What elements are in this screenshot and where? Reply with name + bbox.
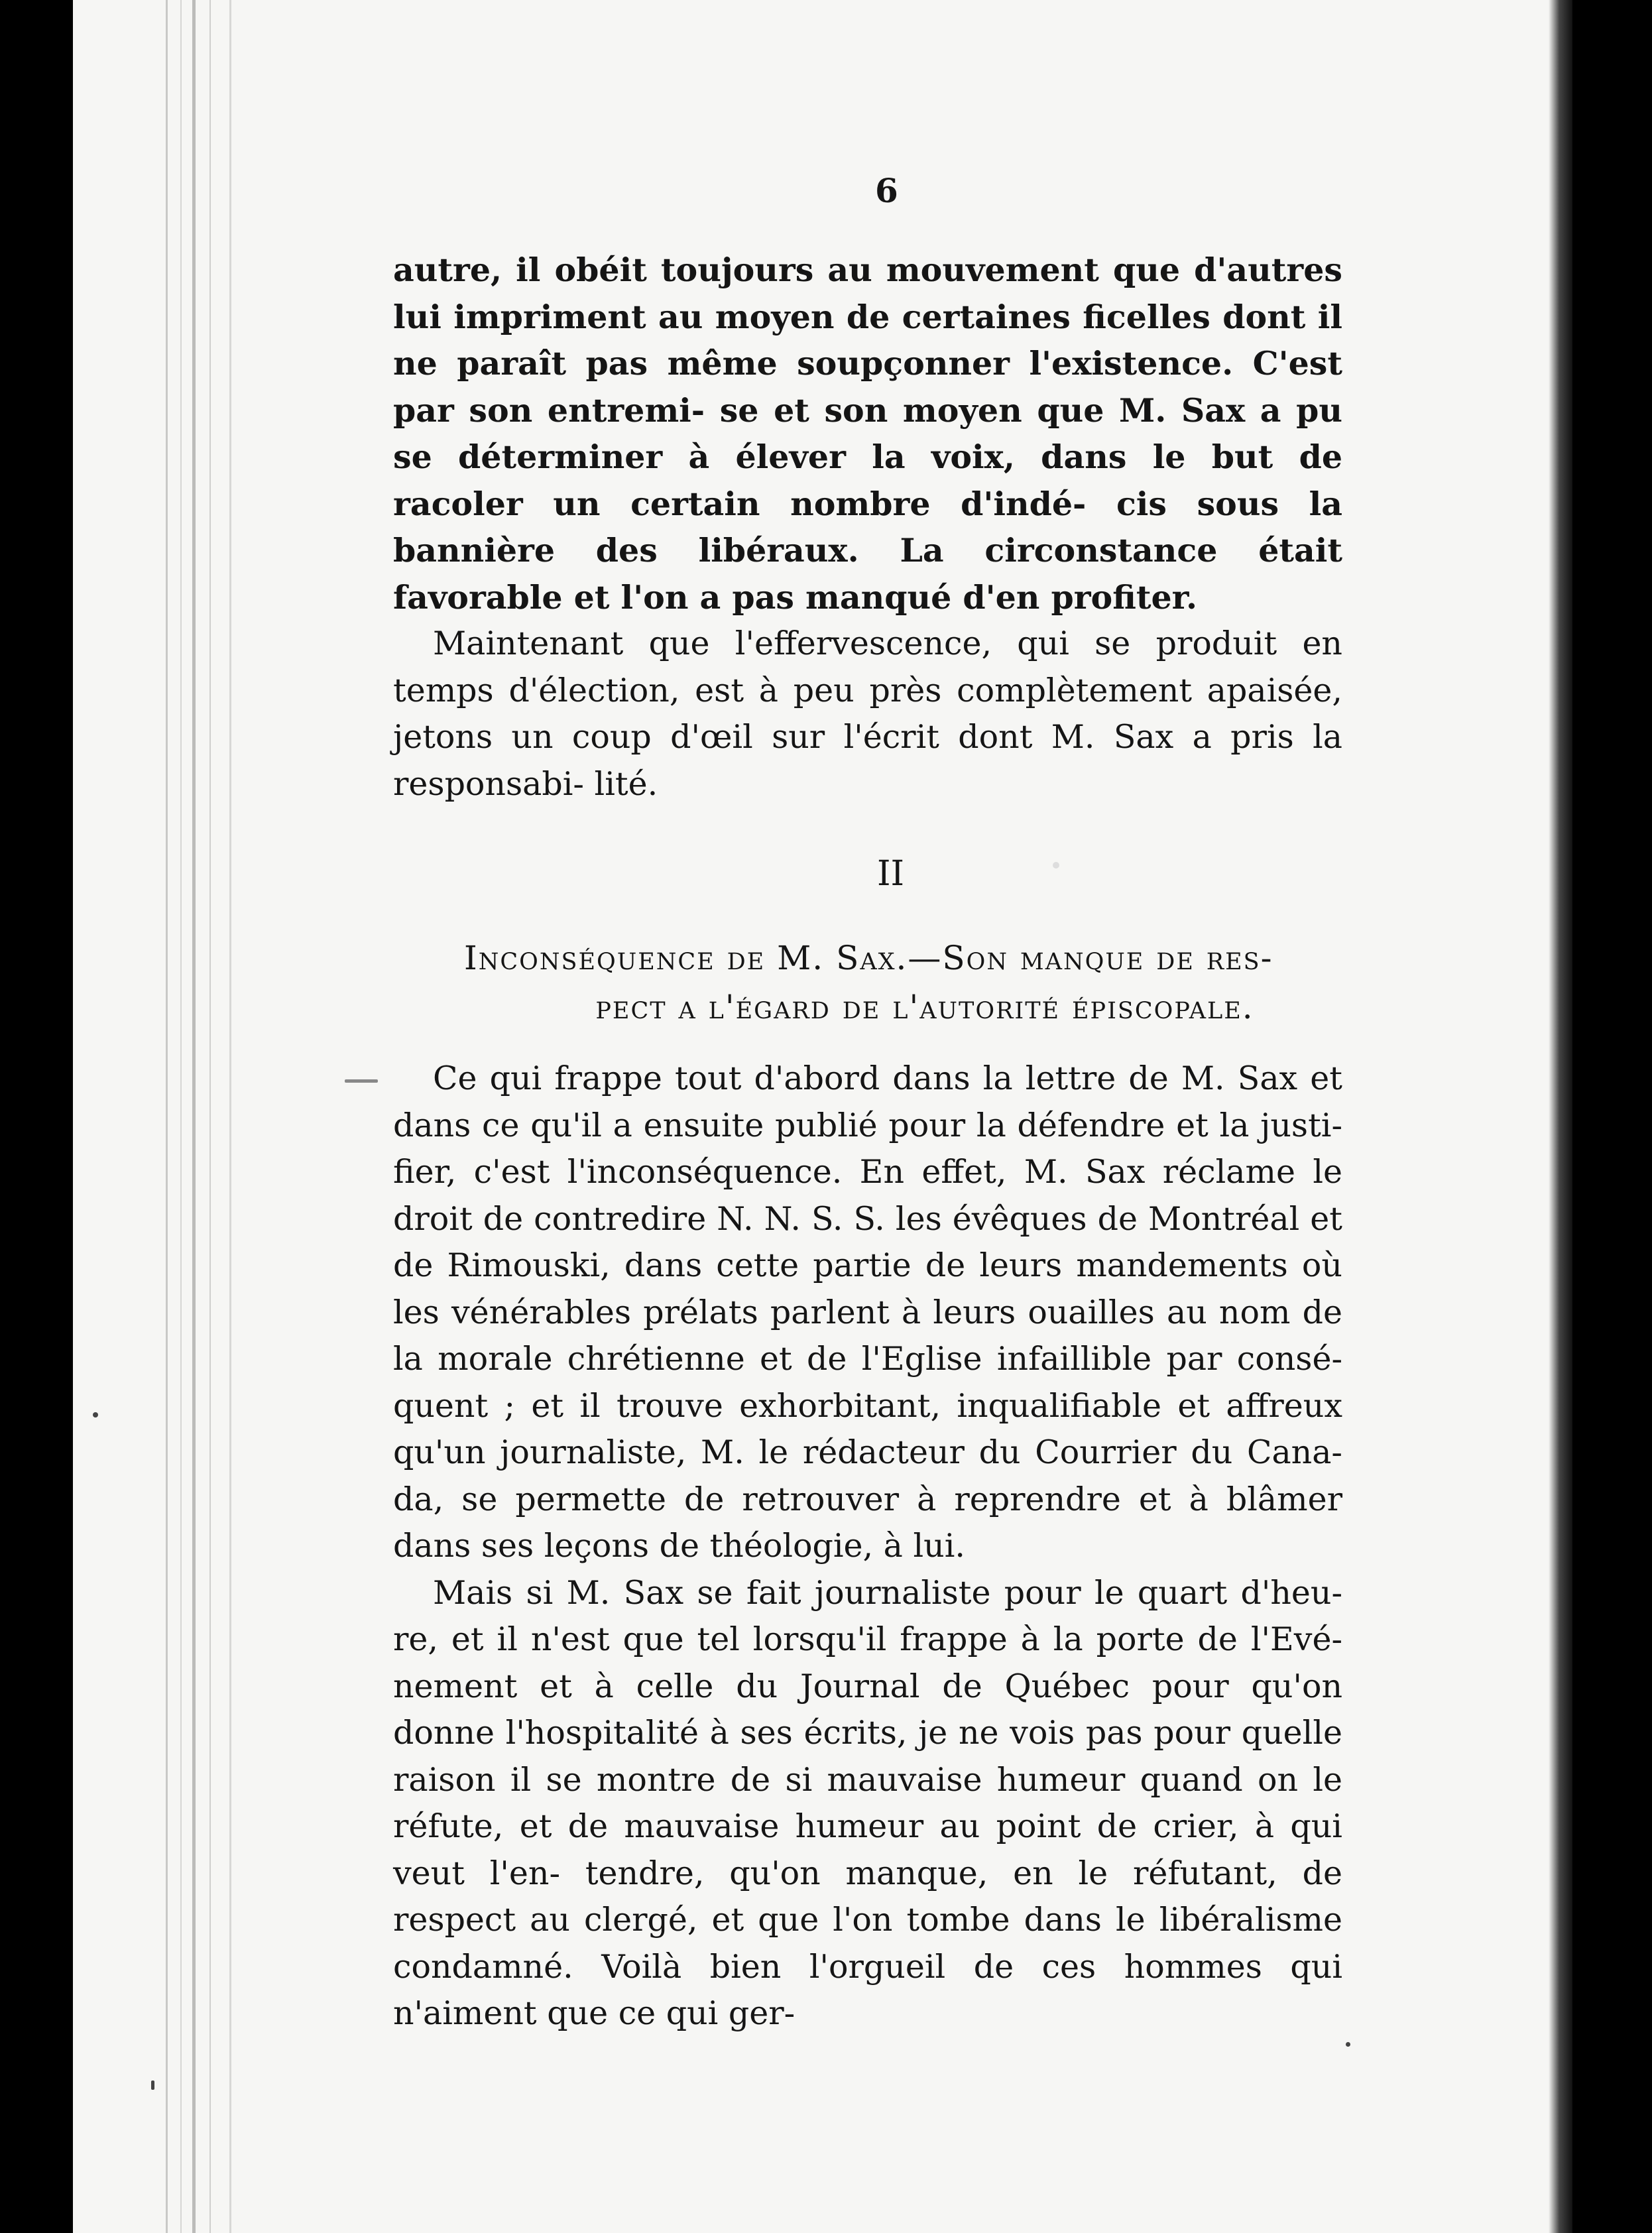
text-line: Maintenant que l'effervescence, qui se produit en temps (393, 625, 1342, 709)
text-line: fier, c'est l'inconséquence. En effet, M. Sax réclame le (393, 1153, 1342, 1191)
text-line: ses leçons de théologie, à lui. (481, 1527, 965, 1565)
scan-speck (1346, 2042, 1350, 2047)
text-line: coup d'œil sur l'écrit dont M. Sax a pris la responsabi- (393, 718, 1342, 803)
text-line: l'hospitalité à ses écrits, je ne vois pas pour quelle raison (393, 1714, 1342, 1799)
text-line: tendre, qu'on manque, en le réfutant, de respect au clergé, (393, 1854, 1343, 1939)
text-line: et de mauvaise humeur au point de crier, à qui veut l'en- (393, 1807, 1342, 1892)
text-line: il se montre de si mauvaise humeur quand on le réfute, (393, 1760, 1342, 1845)
text-line: les vénérables prélats parlent à leurs ouailles au nom de (393, 1293, 1342, 1331)
scan-speck (151, 2081, 154, 2090)
text-line: re, et il n'est que tel lorsqu'il frappe à la porte de l'Evé- (393, 1620, 1342, 1658)
text-line: de Rimouski, dans cette partie de leurs mandements où (393, 1246, 1342, 1284)
text-line: impriment au moyen de certaines ficelles dont il ne paraît (393, 297, 1343, 383)
text-line: se et son moyen que M. Sax a pu se déterminer à élever (393, 391, 1342, 476)
gutter-rule (229, 0, 231, 2233)
paragraph-4 (393, 1570, 1342, 2037)
scan-mark (345, 1079, 378, 1083)
text-line: autre, il obéit toujours au mouvement que d'autres lui (393, 251, 1342, 336)
text-line: dans ce qu'il a ensuite publié pour la défendre et la justi- (393, 1106, 1342, 1144)
gutter-rule (166, 0, 168, 2233)
text-line: nement et à celle du Journal de Québec pour qu'on donne (393, 1667, 1342, 1752)
text-line: da, se permette de retrouver à reprendre et à blâmer dans (393, 1480, 1342, 1565)
paragraph-3 (393, 1056, 1342, 1570)
text-line: droit de contredire N. N. S. S. les évêques de Montréal et (393, 1199, 1342, 1238)
text-line: lité. (594, 764, 658, 803)
text-line: cis sous la bannière des libéraux. La circonstance était (393, 484, 1343, 570)
text-line: quent ; et il trouve exhorbitant, inqualifiable et affreux (393, 1386, 1342, 1425)
paragraph-1 (393, 247, 1342, 621)
scan-speck (93, 1412, 98, 1418)
section-title (464, 935, 1346, 1030)
section-title-line-1: Inconséquence de M. Sax.—Son manque de res- (464, 939, 1273, 977)
section-title-line-2: pect a l'égard de l'autorité épiscopale. (595, 988, 1254, 1026)
text-line: favorable et l'on a pas manqué d'en profiter. (393, 577, 1198, 617)
text-line: et que l'on tombe dans le libéralisme condamné. Voilà (393, 1901, 1342, 1986)
gutter-rule (180, 0, 182, 2233)
gutter-rule (192, 0, 196, 2233)
text-line: la voix, dans le but de racoler un certain nombre d'indé- (393, 438, 1343, 523)
bottom-text (393, 1056, 1342, 2037)
text-line: Mais si M. Sax se fait journaliste pour le quart d'heu- (433, 1573, 1342, 1612)
text-line: bien l'orgueil de ces hommes qui n'aiment que ce qui ger- (393, 1947, 1342, 2032)
text-line: qu'un journaliste, M. le rédacteur du Courrier du Cana- (393, 1433, 1342, 1471)
top-text (393, 247, 1342, 808)
scan-speck (1053, 862, 1059, 869)
page-edge-shadow (1549, 0, 1572, 2233)
text-line: pas même soupçonner l'existence. C'est par son entremi- (393, 344, 1342, 430)
text-line: Ce qui frappe tout d'abord dans la lettre de M. Sax et (433, 1059, 1342, 1097)
section-numeral: II (877, 854, 905, 894)
paragraph-2 (393, 621, 1342, 808)
page-number: 6 (875, 171, 898, 210)
gutter-rule (209, 0, 211, 2233)
text-line: la morale chrétienne et de l'Eglise infaillible par consé- (393, 1340, 1342, 1378)
text-line: d'élection, est à peu près complètement apaisée, jetons un (393, 671, 1342, 756)
